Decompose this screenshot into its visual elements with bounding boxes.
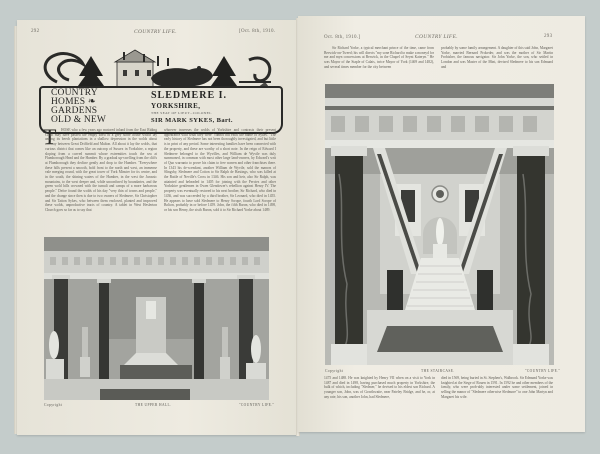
right-bottom-column-1: 1475 and 1488. He was knighted by Henry VII when on a visit to York in 1487 and died in 1498, having purchased much property in Yorkshire, the bulk of which, including "Sledmer," he devised to his eldest son Richard. A younger son, John, was of Gowthwaite, near Pateley Bridge, and he, or, at any rate, his son, another John, had Sledmere, bbox=[324, 376, 435, 399]
series-title bbox=[51, 89, 106, 125]
article-column-2: whoever traverses the wolds of Yorkshire and contrasts their present appearance with what they were "cannot but extol the name of Sykes." The early history of Sledmere has not been thoroughly investigated, and but little is in print of any period. Some interesting families have been connected with the property, and these are worthy of a short note. In the reign of Edward I Sledmere belonged to the Wyvilles, and William de Wyvile was duly summoned, in common with most other large land-owners, by Edward's writ of Quo warranto to prove his claim to free warren and other franchises there. In 1343 his de-scendant, another William de Wyvile, sold the manors of Slingsby, Sledmere and Cotton to Sir Ralph de Hastings, who was killed at the Battle of Neville's Cross in 1346. His son and heir, also Sir Ralph, was attainted and beheaded in 1405 for joining with the Percies and other Yorkshire gentlemen in Owen Glendower's rebellion against Henry IV. The property was eventually restored to his next brother, Sir Richard, who died in 1436, and was succeeded by a third brother, Sir Leonard, who died in 1455. He appears to have sold Sledmere to Henry Scrope, fourth Lord Scrope of Bolton, probably in or before 1459. John, the fifth Baron, who died in 1498, or his son Henry, the sixth Baron, sold it to Sir Richard Yorke about 1489. bbox=[164, 128, 276, 212]
photo-caption-upper-hall: THE UPPER HALL. bbox=[135, 403, 172, 407]
drop-cap: T bbox=[43, 124, 57, 149]
right-page bbox=[298, 16, 585, 432]
house-title: SLEDMERE I. bbox=[151, 90, 228, 101]
series-title-line: HOMES ❧ bbox=[51, 97, 96, 107]
county-title: YORKSHIRE, bbox=[151, 102, 201, 110]
owner-name: SIR MARK SYKES, Bart. bbox=[151, 117, 233, 124]
article-column-1: HOSE who a few years ago motored inland from the East Riding Coast may have passed the empty shell of a grey stone house which lay among its beech plantations in a shallow depression in the wolds about midway between Great Driffield and Malton. All about it lay the wolds, that curious district that comes like an outcrop of Sussex in Yorkshire, a region sloping from a curved summit whose extremities touch the sea at Flamborough Head and the Humber. By a gradual up-swelling from the cliffs at Flamborough they decline gently and drop to the Humber. "Everywhere these hills present a smooth, bold front to the north and west, an immense vale merging round, with the great tower of York Minster for its centre, and in the south, the shining waters of the Humber, in the west the Jurassic mountains, to the west deeper and, while unconfined by boundaries, and the green wold hills crowned with the tumuli and camps of a more barbarous people." Defoe found the wolds of his day "very thin of towns and people," and the change since then is due to two owners of Sledmere, Sir Christopher and Sir Tatton Sykes, who between them enclosed, planted and improved these wolds, unproductive tracts of country. A tablet in West Heslerton Church goes so far as to say that bbox=[45, 128, 157, 212]
right-top-column-2: probably by some family arrangement. A daughter of this said John, Margaret Yorke, married Bernard Prokeder, and was the mother of Sir Martin Frobisher, the famous navigator. Sir John Yorke, the son, who settled in London and was Master of the Mint, devised Sledmere to his son Edmund and bbox=[441, 46, 553, 69]
photo-credit-right: Copyright bbox=[325, 369, 344, 373]
series-title-line: COUNTRY bbox=[51, 88, 98, 98]
country-homes-banner bbox=[39, 42, 279, 130]
issue-date-right: Oct. 8th, 1910.] bbox=[324, 35, 361, 40]
series-title-line: OLD & NEW bbox=[51, 115, 107, 125]
right-top-column-1: Sir Richard Yorke, a typical merchant prince of the time, came from Berwick-on-Tweed; his will directs "my sone Richard to make a moneyd for me and myn concessions at Berwick, in the Chapel of Seynt Kateryn." He was Mayor of the Staple of Calais, twice Mayor of York (1469 and 1482), and several times member for the city between bbox=[324, 46, 434, 69]
photo-source-left: "COUNTRY LIFE." bbox=[239, 403, 275, 407]
upper-hall-photo bbox=[44, 237, 269, 400]
staircase-photo bbox=[325, 84, 554, 365]
series-title-line: GARDENS bbox=[51, 106, 98, 116]
page-number-left: 292 bbox=[31, 29, 40, 34]
staircase-image-icon bbox=[325, 84, 554, 365]
photo-credit-left: Copyright bbox=[44, 403, 63, 407]
running-title-left: COUNTRY LIFE. bbox=[134, 29, 177, 35]
running-title-right: COUNTRY LIFE. bbox=[415, 34, 458, 40]
photo-source-right: "COUNTRY LIFE." bbox=[525, 369, 561, 373]
seat-line: THE SEAT OF LIEUT.-COLONEL bbox=[151, 111, 212, 115]
issue-date-left: [Oct. 8th, 1910. bbox=[239, 29, 276, 34]
article-heading bbox=[151, 90, 233, 124]
photo-caption-staircase: THE STAIRCASE. bbox=[421, 369, 455, 373]
left-page bbox=[17, 20, 298, 435]
right-bottom-column-2: died in 1569, being buried in St. Stephen's, Walbrook. Sir Edmund Yorke was knighted at the Siege of Rouen in 1591. In 1592 he and other members of the family, who were prob-ably interested under some settlement, joined in selling the manor of "Sledmere otherwise Sledmore" to one John Martyn and Margaret his wife. bbox=[441, 376, 553, 399]
page-number-right: 293 bbox=[544, 34, 553, 39]
upper-hall-image-icon bbox=[44, 237, 269, 400]
